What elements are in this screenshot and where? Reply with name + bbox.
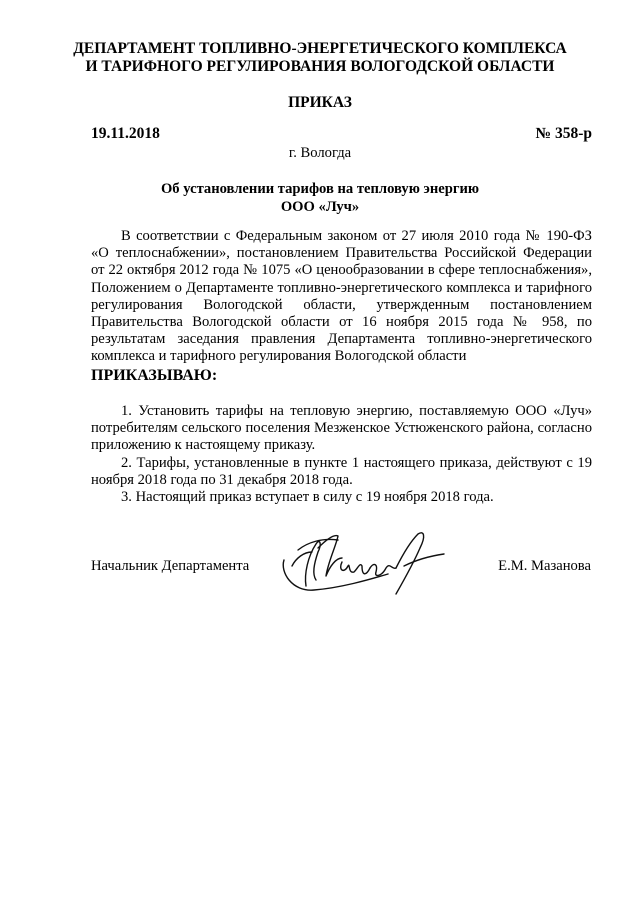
preamble-paragraph: В соответствии с Федеральным законом от 27 июля 2010 года № 190-ФЗ «О теплоснабжении», постановлением Правительства Российской Федерации от 22 октября 2012 года № 1075 «О ценообразовании в сфере теплоснабжения», Положением о Департаменте топливно-энергетического комплекса и тарифного регулирования Вологодской области, утвержденным постановлением Правительства Вологодской области от 16 ноября 2015 года № 958, по результатам заседания правления Департамента топливно-энергетического комплекса и тарифного регулирования Вологодской области — [91, 228, 592, 365]
order-item-2: 2. Тарифы, установленные в пункте 1 настоящего приказа, действуют с 19 ноября 2018 года по 31 декабря 2018 года. — [91, 455, 592, 489]
signatory-position: Начальник Департамента — [91, 558, 250, 574]
signature-stroke — [318, 536, 342, 576]
signatory-name: Е.М. Мазанова — [498, 558, 591, 574]
department-title-line2: И ТАРИФНОГО РЕГУЛИРОВАНИЯ ВОЛОГОДСКОЙ ОБЛАСТИ — [85, 58, 555, 75]
order-date: 19.11.2018 — [91, 125, 160, 142]
order-item-1: 1. Установить тарифы на тепловую энергию, поставляемую ООО «Луч» потребителям сельского поселения Мезженское Устюженского района, согласно приложению к настоящему приказу. — [91, 403, 592, 454]
department-title-line1: ДЕПАРТАМЕНТ ТОПЛИВНО-ЭНЕРГЕТИЧЕСКОГО КОМПЛЕКСА — [73, 40, 567, 57]
order-item-3: 3. Настоящий приказ вступает в силу с 19 ноября 2018 года. — [121, 489, 494, 505]
signature-stroke — [404, 554, 444, 566]
signature-stroke — [341, 562, 370, 574]
order-subject-line1: Об установлении тарифов на тепловую энергию — [160, 181, 480, 197]
doc-type-title: ПРИКАЗ — [288, 94, 352, 111]
city-name: г. Вологда — [288, 145, 352, 161]
signature-stroke — [370, 565, 396, 576]
order-directive: ПРИКАЗЫВАЮ: — [91, 367, 218, 384]
order-number: № 358-р — [535, 125, 592, 142]
order-subject-line2: ООО «Луч» — [280, 198, 360, 215]
handwritten-signature — [278, 522, 458, 602]
